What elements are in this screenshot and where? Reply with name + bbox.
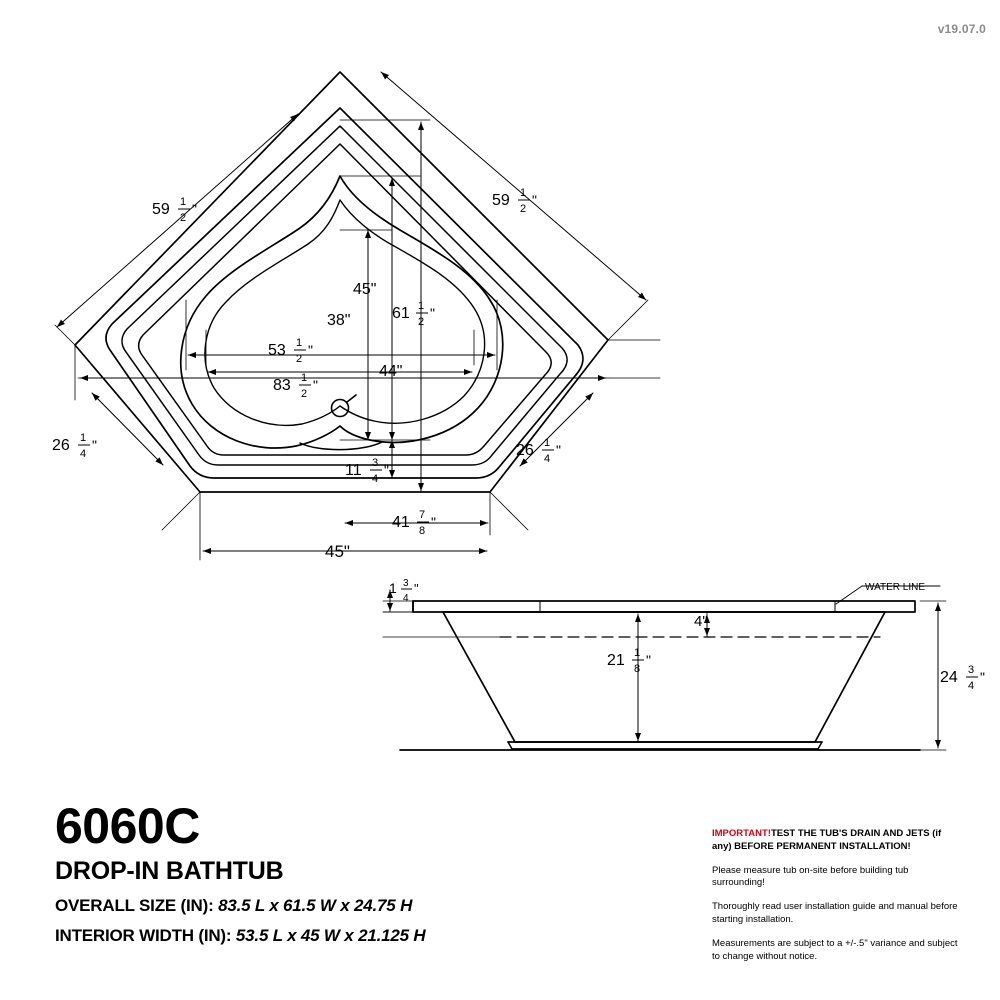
overall-size-label: OVERALL SIZE (IN):	[55, 895, 214, 915]
svg-text:": "	[556, 442, 561, 458]
svg-text:": "	[384, 462, 389, 478]
dim-left-flange	[52, 432, 97, 460]
svg-text:3: 3	[968, 664, 975, 676]
svg-text:44": 44"	[379, 363, 403, 380]
dim-rim-thickness	[389, 578, 419, 604]
svg-text:59: 59	[152, 201, 170, 218]
svg-text:": "	[646, 652, 651, 668]
svg-text:4: 4	[544, 453, 551, 465]
svg-text:2: 2	[520, 203, 527, 215]
dim-interior-44	[379, 363, 402, 380]
svg-text:1: 1	[389, 580, 397, 596]
svg-text:45": 45"	[353, 281, 377, 298]
svg-text:4: 4	[80, 448, 87, 460]
installation-notes	[712, 828, 962, 975]
note-guide: Thoroughly read user installation guide and manual before starting installation.	[712, 901, 958, 926]
product-type: DROP-IN BATHTUB	[55, 856, 284, 885]
overall-size-spec	[55, 896, 675, 916]
svg-text:7: 7	[419, 509, 426, 521]
svg-text:61: 61	[392, 305, 410, 322]
svg-text:2: 2	[180, 212, 187, 224]
dim-water-depth	[694, 613, 708, 630]
note-important	[712, 828, 962, 854]
svg-text:4: 4	[968, 680, 975, 692]
dim-interior-38	[327, 312, 350, 329]
svg-text:": "	[980, 669, 985, 685]
svg-text:21: 21	[607, 652, 625, 669]
interior-width-label: INTERIOR WIDTH (IN):	[55, 925, 232, 945]
svg-text:": "	[313, 377, 318, 393]
svg-text:26: 26	[516, 442, 534, 459]
svg-text:1: 1	[301, 372, 308, 384]
dim-left-diagonal	[152, 196, 197, 224]
version-label: v19.07.0	[937, 22, 986, 36]
water-line-label: WATER LINE	[865, 582, 926, 593]
svg-text:11: 11	[345, 462, 362, 479]
svg-text:2: 2	[418, 316, 425, 328]
dim-interior-45	[353, 281, 376, 298]
svg-text:53: 53	[268, 342, 286, 359]
svg-text:4: 4	[403, 593, 409, 604]
title-block	[55, 800, 675, 946]
svg-text:1: 1	[80, 432, 87, 444]
svg-text:1: 1	[418, 300, 425, 312]
svg-text:38": 38"	[327, 312, 351, 329]
svg-text:4": 4"	[694, 613, 708, 630]
note-measure: Please measure tub on-site before building tub surrounding!	[712, 864, 909, 889]
svg-text:4: 4	[372, 473, 379, 485]
svg-text:26: 26	[52, 437, 70, 454]
model-number: 6060C	[55, 798, 200, 854]
svg-text:45": 45"	[325, 542, 350, 561]
svg-text:1: 1	[296, 337, 303, 349]
svg-text:24: 24	[940, 669, 958, 686]
dim-interior-depth	[607, 647, 651, 675]
note-variance: Measurements are subject to a +/-.5" variance and subject to change without notice.	[712, 937, 958, 962]
interior-width-value: 53.5 L x 45 W x 21.125 H	[235, 925, 426, 945]
svg-text:": "	[414, 581, 419, 596]
svg-text:59: 59	[492, 192, 510, 209]
important-text: TEST THE TUB'S DRAIN AND JETS (if any) BEFORE PERMANENT INSTALLATION!	[712, 828, 942, 852]
svg-text:2: 2	[301, 388, 308, 400]
svg-text:": "	[192, 201, 197, 217]
interior-width-spec	[55, 926, 675, 946]
svg-text:41: 41	[392, 514, 410, 531]
svg-text:": "	[92, 437, 97, 453]
dim-overall-height	[940, 664, 985, 692]
svg-text:8: 8	[419, 525, 426, 537]
svg-text:": "	[308, 342, 313, 358]
svg-text:1: 1	[520, 187, 527, 199]
svg-text:": "	[532, 192, 537, 208]
svg-text:1: 1	[634, 647, 641, 659]
svg-text:3: 3	[372, 457, 379, 469]
important-tag: IMPORTANT!	[712, 828, 771, 839]
svg-text:1: 1	[180, 196, 187, 208]
svg-text:1: 1	[544, 437, 551, 449]
dim-bottom-45	[325, 542, 350, 561]
svg-text:": "	[430, 305, 435, 321]
svg-text:8: 8	[634, 663, 641, 675]
overall-size-value: 83.5 L x 61.5 W x 24.75 H	[218, 895, 413, 915]
svg-text:83: 83	[273, 377, 291, 394]
svg-text:3: 3	[403, 578, 409, 589]
svg-text:2: 2	[296, 353, 303, 365]
svg-text:": "	[431, 514, 436, 530]
